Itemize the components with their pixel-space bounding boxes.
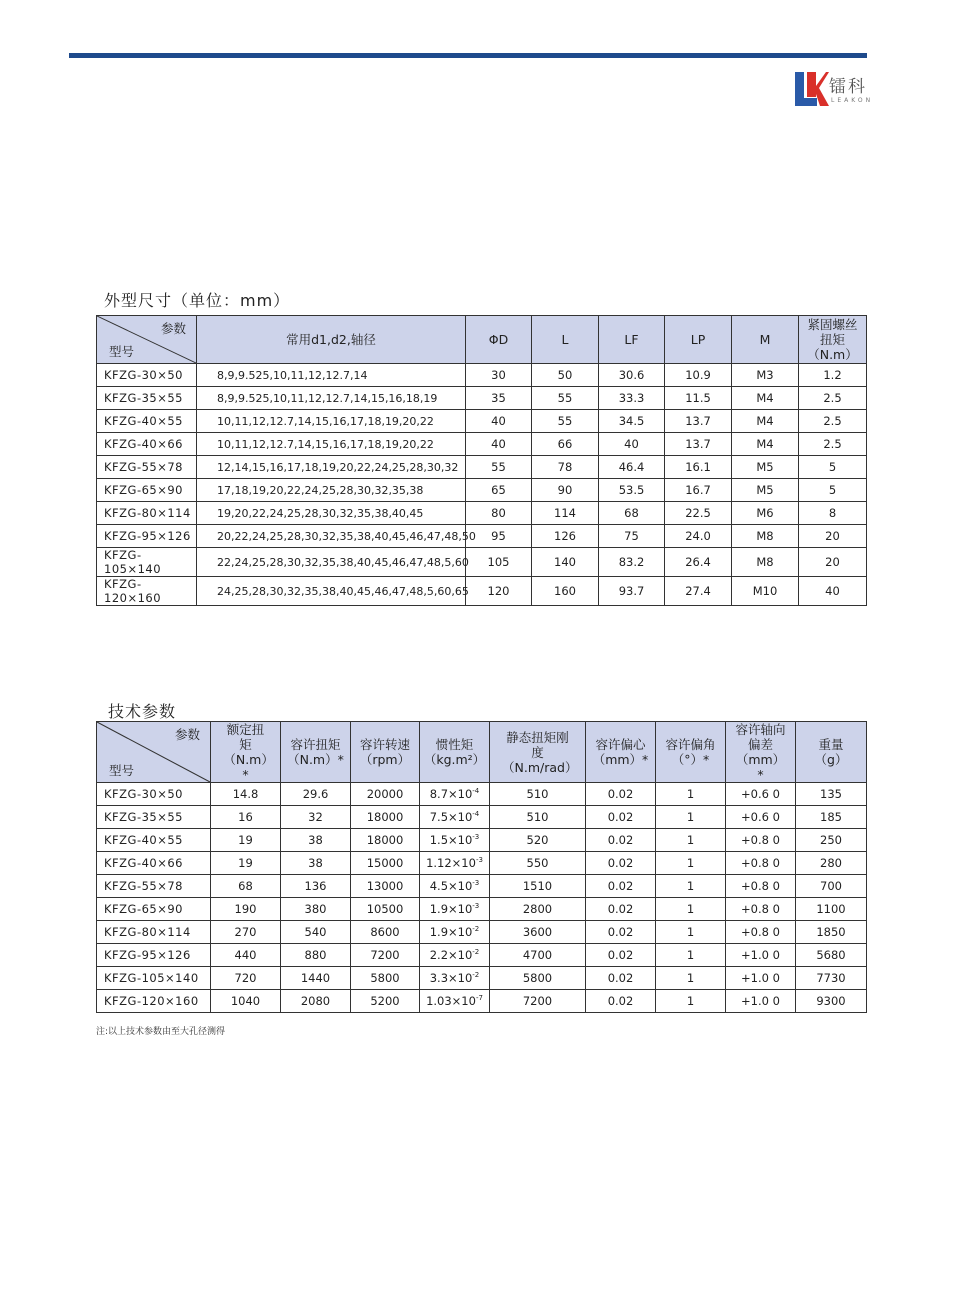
cell-torque: 5	[799, 479, 867, 502]
col-header-angle: 容许偏角（°）*	[656, 722, 726, 783]
cell-bores: 8,9,9.525,10,11,12,12.7,14,15,16,18,19	[197, 387, 466, 410]
col-header-eccentric: 容许偏心（mm）*	[586, 722, 656, 783]
cell-rated-torque: 270	[211, 921, 281, 944]
cell-M: M8	[732, 525, 799, 548]
cell-LF: 53.5	[599, 479, 665, 502]
col-header-axial: 容许轴向偏差（mm）*	[726, 722, 796, 783]
cell-model: KFZG-120×160	[97, 577, 197, 606]
table-row	[97, 577, 867, 606]
cell-eccentric: 0.02	[586, 921, 656, 944]
cell-angle: 1	[656, 967, 726, 990]
cell-speed: 5800	[351, 967, 420, 990]
cell-stiffness: 510	[490, 806, 586, 829]
cell-LF: 46.4	[599, 456, 665, 479]
cell-axial: +1.0 0	[726, 967, 796, 990]
cell-model: KFZG-105×140	[97, 548, 197, 577]
cell-D: 65	[466, 479, 532, 502]
cell-weight: 1850	[796, 921, 867, 944]
cell-torque: 1.2	[799, 364, 867, 387]
cell-model: KFZG-105×140	[97, 967, 211, 990]
cell-model: KFZG-35×55	[97, 387, 197, 410]
leakon-logo-icon	[793, 70, 829, 110]
table-row	[97, 990, 867, 1013]
cell-speed: 8600	[351, 921, 420, 944]
col-header-allow-torque: 容许扭矩（N.m）*	[281, 722, 351, 783]
cell-D: 35	[466, 387, 532, 410]
cell-LF: 30.6	[599, 364, 665, 387]
cell-angle: 1	[656, 990, 726, 1013]
cell-axial: +1.0 0	[726, 944, 796, 967]
cell-D: 40	[466, 410, 532, 433]
cell-weight: 9300	[796, 990, 867, 1013]
cell-M: M10	[732, 577, 799, 606]
cell-D: 105	[466, 548, 532, 577]
inertia-base: 1.5×10	[429, 833, 473, 847]
cell-model: KFZG-80×114	[97, 502, 197, 525]
cell-L: 50	[532, 364, 599, 387]
cell-axial: +0.6 0	[726, 783, 796, 806]
cell-allow-torque: 136	[281, 875, 351, 898]
cell-eccentric: 0.02	[586, 783, 656, 806]
cell-weight: 7730	[796, 967, 867, 990]
col-header-LF: LF	[599, 316, 665, 364]
table-row	[97, 548, 867, 577]
cell-torque: 20	[799, 525, 867, 548]
cell-LF: 75	[599, 525, 665, 548]
cell-LF: 34.5	[599, 410, 665, 433]
cell-L: 126	[532, 525, 599, 548]
inertia-exponent: -2	[472, 925, 480, 934]
cell-L: 90	[532, 479, 599, 502]
cell-LP: 24.0	[665, 525, 732, 548]
cell-torque: 2.5	[799, 410, 867, 433]
cell-D: 40	[466, 433, 532, 456]
cell-bores: 22,24,25,28,30,32,35,38,40,45,46,47,48,5,60	[197, 548, 466, 577]
table-row	[97, 829, 867, 852]
cell-LF: 33.3	[599, 387, 665, 410]
cell-weight: 1100	[796, 898, 867, 921]
cell-speed: 15000	[351, 852, 420, 875]
cell-M: M8	[732, 548, 799, 577]
corner-header	[97, 722, 211, 783]
cell-model: KFZG-65×90	[97, 479, 197, 502]
cell-torque: 20	[799, 548, 867, 577]
cell-model: KFZG-30×50	[97, 783, 211, 806]
cell-model: KFZG-80×114	[97, 921, 211, 944]
cell-bores: 17,18,19,20,22,24,25,28,30,32,35,38	[197, 479, 466, 502]
corner-model-label: 型号	[109, 763, 135, 778]
tech-params-table	[96, 721, 867, 1013]
cell-LF: 93.7	[599, 577, 665, 606]
cell-allow-torque: 38	[281, 829, 351, 852]
table-row	[97, 852, 867, 875]
col-header-D: ΦD	[466, 316, 532, 364]
col-header-bores: 常用d1,d2,轴径	[197, 316, 466, 364]
cell-speed: 10500	[351, 898, 420, 921]
cell-eccentric: 0.02	[586, 806, 656, 829]
table-row	[97, 433, 867, 456]
cell-M: M4	[732, 387, 799, 410]
cell-speed: 5200	[351, 990, 420, 1013]
cell-rated-torque: 190	[211, 898, 281, 921]
cell-L: 78	[532, 456, 599, 479]
cell-inertia	[420, 875, 490, 898]
cell-axial: +0.8 0	[726, 875, 796, 898]
cell-axial: +0.6 0	[726, 806, 796, 829]
table-row	[97, 898, 867, 921]
cell-inertia	[420, 944, 490, 967]
col-header-M: M	[732, 316, 799, 364]
table-row	[97, 525, 867, 548]
cell-model: KFZG-40×66	[97, 852, 211, 875]
col-header-inertia: 惯性矩（kg.m²）	[420, 722, 490, 783]
cell-model: KFZG-55×78	[97, 456, 197, 479]
cell-speed: 18000	[351, 829, 420, 852]
cell-allow-torque: 2080	[281, 990, 351, 1013]
brand-name-cn: 镭科	[829, 77, 867, 97]
col-header-torque: 紧固螺丝扭矩（N.m）	[799, 316, 867, 364]
cell-rated-torque: 14.8	[211, 783, 281, 806]
cell-rated-torque: 19	[211, 829, 281, 852]
dimensions-table	[96, 315, 867, 606]
cell-stiffness: 1510	[490, 875, 586, 898]
cell-inertia	[420, 967, 490, 990]
cell-M: M5	[732, 479, 799, 502]
cell-LP: 13.7	[665, 410, 732, 433]
cell-angle: 1	[656, 944, 726, 967]
cell-inertia	[420, 806, 490, 829]
table-row	[97, 967, 867, 990]
cell-axial: +0.8 0	[726, 898, 796, 921]
cell-torque: 8	[799, 502, 867, 525]
cell-L: 66	[532, 433, 599, 456]
corner-header	[97, 316, 197, 364]
table-row	[97, 387, 867, 410]
inertia-exponent: -4	[472, 810, 480, 819]
cell-stiffness: 550	[490, 852, 586, 875]
cell-stiffness: 4700	[490, 944, 586, 967]
cell-LP: 16.7	[665, 479, 732, 502]
cell-weight: 185	[796, 806, 867, 829]
cell-bores: 10,11,12,12.7,14,15,16,17,18,19,20,22	[197, 410, 466, 433]
cell-weight: 135	[796, 783, 867, 806]
cell-inertia	[420, 829, 490, 852]
cell-inertia	[420, 921, 490, 944]
cell-allow-torque: 380	[281, 898, 351, 921]
inertia-exponent: -7	[475, 994, 483, 1003]
cell-stiffness: 520	[490, 829, 586, 852]
cell-model: KFZG-65×90	[97, 898, 211, 921]
inertia-base: 3.3×10	[429, 971, 473, 985]
cell-rated-torque: 19	[211, 852, 281, 875]
table-row	[97, 944, 867, 967]
cell-D: 80	[466, 502, 532, 525]
cell-eccentric: 0.02	[586, 829, 656, 852]
cell-axial: +0.8 0	[726, 921, 796, 944]
cell-M: M4	[732, 410, 799, 433]
table-row	[97, 456, 867, 479]
cell-M: M4	[732, 433, 799, 456]
inertia-exponent: -3	[472, 833, 480, 842]
cell-M: M5	[732, 456, 799, 479]
inertia-exponent: -2	[472, 948, 480, 957]
table-row	[97, 410, 867, 433]
cell-M: M6	[732, 502, 799, 525]
inertia-base: 1.9×10	[429, 925, 473, 939]
cell-speed: 20000	[351, 783, 420, 806]
col-header-speed: 容许转速（rpm）	[351, 722, 420, 783]
cell-allow-torque: 540	[281, 921, 351, 944]
cell-angle: 1	[656, 783, 726, 806]
cell-D: 120	[466, 577, 532, 606]
cell-angle: 1	[656, 875, 726, 898]
cell-stiffness: 3600	[490, 921, 586, 944]
cell-L: 55	[532, 387, 599, 410]
cell-speed: 13000	[351, 875, 420, 898]
cell-angle: 1	[656, 829, 726, 852]
cell-weight: 5680	[796, 944, 867, 967]
cell-eccentric: 0.02	[586, 944, 656, 967]
table-row	[97, 921, 867, 944]
cell-torque: 2.5	[799, 387, 867, 410]
cell-LP: 27.4	[665, 577, 732, 606]
inertia-exponent: -3	[475, 856, 483, 865]
inertia-exponent: -3	[472, 902, 480, 911]
cell-angle: 1	[656, 806, 726, 829]
cell-D: 55	[466, 456, 532, 479]
cell-eccentric: 0.02	[586, 990, 656, 1013]
corner-param-label: 参数	[174, 727, 200, 742]
inertia-base: 1.12×10	[426, 856, 476, 870]
cell-LP: 22.5	[665, 502, 732, 525]
cell-model: KFZG-120×160	[97, 990, 211, 1013]
inertia-base: 1.9×10	[429, 902, 473, 916]
inertia-base: 1.03×10	[426, 994, 476, 1008]
cell-model: KFZG-40×55	[97, 410, 197, 433]
cell-D: 30	[466, 364, 532, 387]
cell-bores: 24,25,28,30,32,35,38,40,45,46,47,48,5,60,65	[197, 577, 466, 606]
cell-L: 114	[532, 502, 599, 525]
col-header-L: L	[532, 316, 599, 364]
cell-speed: 7200	[351, 944, 420, 967]
header-rule	[69, 53, 867, 58]
cell-rated-torque: 16	[211, 806, 281, 829]
cell-LP: 26.4	[665, 548, 732, 577]
cell-torque: 40	[799, 577, 867, 606]
tech-title: 技术参数	[108, 702, 177, 721]
cell-torque: 5	[799, 456, 867, 479]
cell-axial: +0.8 0	[726, 852, 796, 875]
cell-LP: 10.9	[665, 364, 732, 387]
inertia-base: 2.2×10	[429, 948, 473, 962]
cell-inertia	[420, 852, 490, 875]
cell-eccentric: 0.02	[586, 875, 656, 898]
col-header-weight: 重量（g）	[796, 722, 867, 783]
cell-bores: 19,20,22,24,25,28,30,32,35,38,40,45	[197, 502, 466, 525]
cell-M: M3	[732, 364, 799, 387]
cell-L: 160	[532, 577, 599, 606]
cell-model: KFZG-55×78	[97, 875, 211, 898]
cell-model: KFZG-30×50	[97, 364, 197, 387]
dimensions-title: 外型尺寸（单位：mm）	[104, 291, 291, 310]
cell-LF: 68	[599, 502, 665, 525]
cell-bores: 12,14,15,16,17,18,19,20,22,24,25,28,30,32	[197, 456, 466, 479]
cell-eccentric: 0.02	[586, 898, 656, 921]
inertia-exponent: -4	[472, 787, 480, 796]
table-row	[97, 783, 867, 806]
brand-logo	[793, 70, 873, 112]
cell-LP: 16.1	[665, 456, 732, 479]
table-row	[97, 875, 867, 898]
cell-model: KFZG-40×55	[97, 829, 211, 852]
brand-name-en: LEAKON	[831, 97, 874, 104]
cell-inertia	[420, 783, 490, 806]
cell-L: 140	[532, 548, 599, 577]
cell-allow-torque: 38	[281, 852, 351, 875]
cell-allow-torque: 29.6	[281, 783, 351, 806]
cell-model: KFZG-35×55	[97, 806, 211, 829]
cell-model: KFZG-95×126	[97, 525, 197, 548]
cell-model: KFZG-95×126	[97, 944, 211, 967]
table-row	[97, 364, 867, 387]
cell-allow-torque: 1440	[281, 967, 351, 990]
cell-inertia	[420, 898, 490, 921]
cell-LP: 13.7	[665, 433, 732, 456]
cell-model: KFZG-40×66	[97, 433, 197, 456]
cell-D: 95	[466, 525, 532, 548]
footnote: 注:以上技术参数由至大孔径测得	[96, 1027, 226, 1037]
cell-bores: 10,11,12,12.7,14,15,16,17,18,19,20,22	[197, 433, 466, 456]
cell-stiffness: 510	[490, 783, 586, 806]
cell-weight: 280	[796, 852, 867, 875]
cell-weight: 250	[796, 829, 867, 852]
table-row	[97, 806, 867, 829]
cell-LF: 83.2	[599, 548, 665, 577]
inertia-exponent: -2	[472, 971, 480, 980]
cell-stiffness: 2800	[490, 898, 586, 921]
cell-eccentric: 0.02	[586, 852, 656, 875]
cell-torque: 2.5	[799, 433, 867, 456]
cell-rated-torque: 1040	[211, 990, 281, 1013]
cell-LP: 11.5	[665, 387, 732, 410]
cell-rated-torque: 440	[211, 944, 281, 967]
cell-bores: 8,9,9.525,10,11,12,12.7,14	[197, 364, 466, 387]
cell-inertia	[420, 990, 490, 1013]
cell-eccentric: 0.02	[586, 967, 656, 990]
inertia-base: 4.5×10	[429, 879, 473, 893]
cell-LF: 40	[599, 433, 665, 456]
table-row	[97, 502, 867, 525]
cell-allow-torque: 880	[281, 944, 351, 967]
inertia-base: 7.5×10	[429, 810, 473, 824]
col-header-LP: LP	[665, 316, 732, 364]
table-row	[97, 479, 867, 502]
col-header-stiffness: 静态扭矩刚度（N.m/rad）	[490, 722, 586, 783]
cell-axial: +0.8 0	[726, 829, 796, 852]
cell-stiffness: 7200	[490, 990, 586, 1013]
cell-angle: 1	[656, 898, 726, 921]
col-header-rated-torque: 额定扭矩（N.m）*	[211, 722, 281, 783]
inertia-base: 8.7×10	[429, 787, 473, 801]
corner-param-label: 参数	[160, 321, 186, 336]
cell-stiffness: 5800	[490, 967, 586, 990]
cell-axial: +1.0 0	[726, 990, 796, 1013]
corner-model-label: 型号	[109, 344, 135, 359]
cell-angle: 1	[656, 921, 726, 944]
cell-L: 55	[532, 410, 599, 433]
inertia-exponent: -3	[472, 879, 480, 888]
cell-speed: 18000	[351, 806, 420, 829]
cell-weight: 700	[796, 875, 867, 898]
cell-bores: 20,22,24,25,28,30,32,35,38,40,45,46,47,48,50	[197, 525, 466, 548]
cell-rated-torque: 68	[211, 875, 281, 898]
cell-rated-torque: 720	[211, 967, 281, 990]
cell-angle: 1	[656, 852, 726, 875]
cell-allow-torque: 32	[281, 806, 351, 829]
